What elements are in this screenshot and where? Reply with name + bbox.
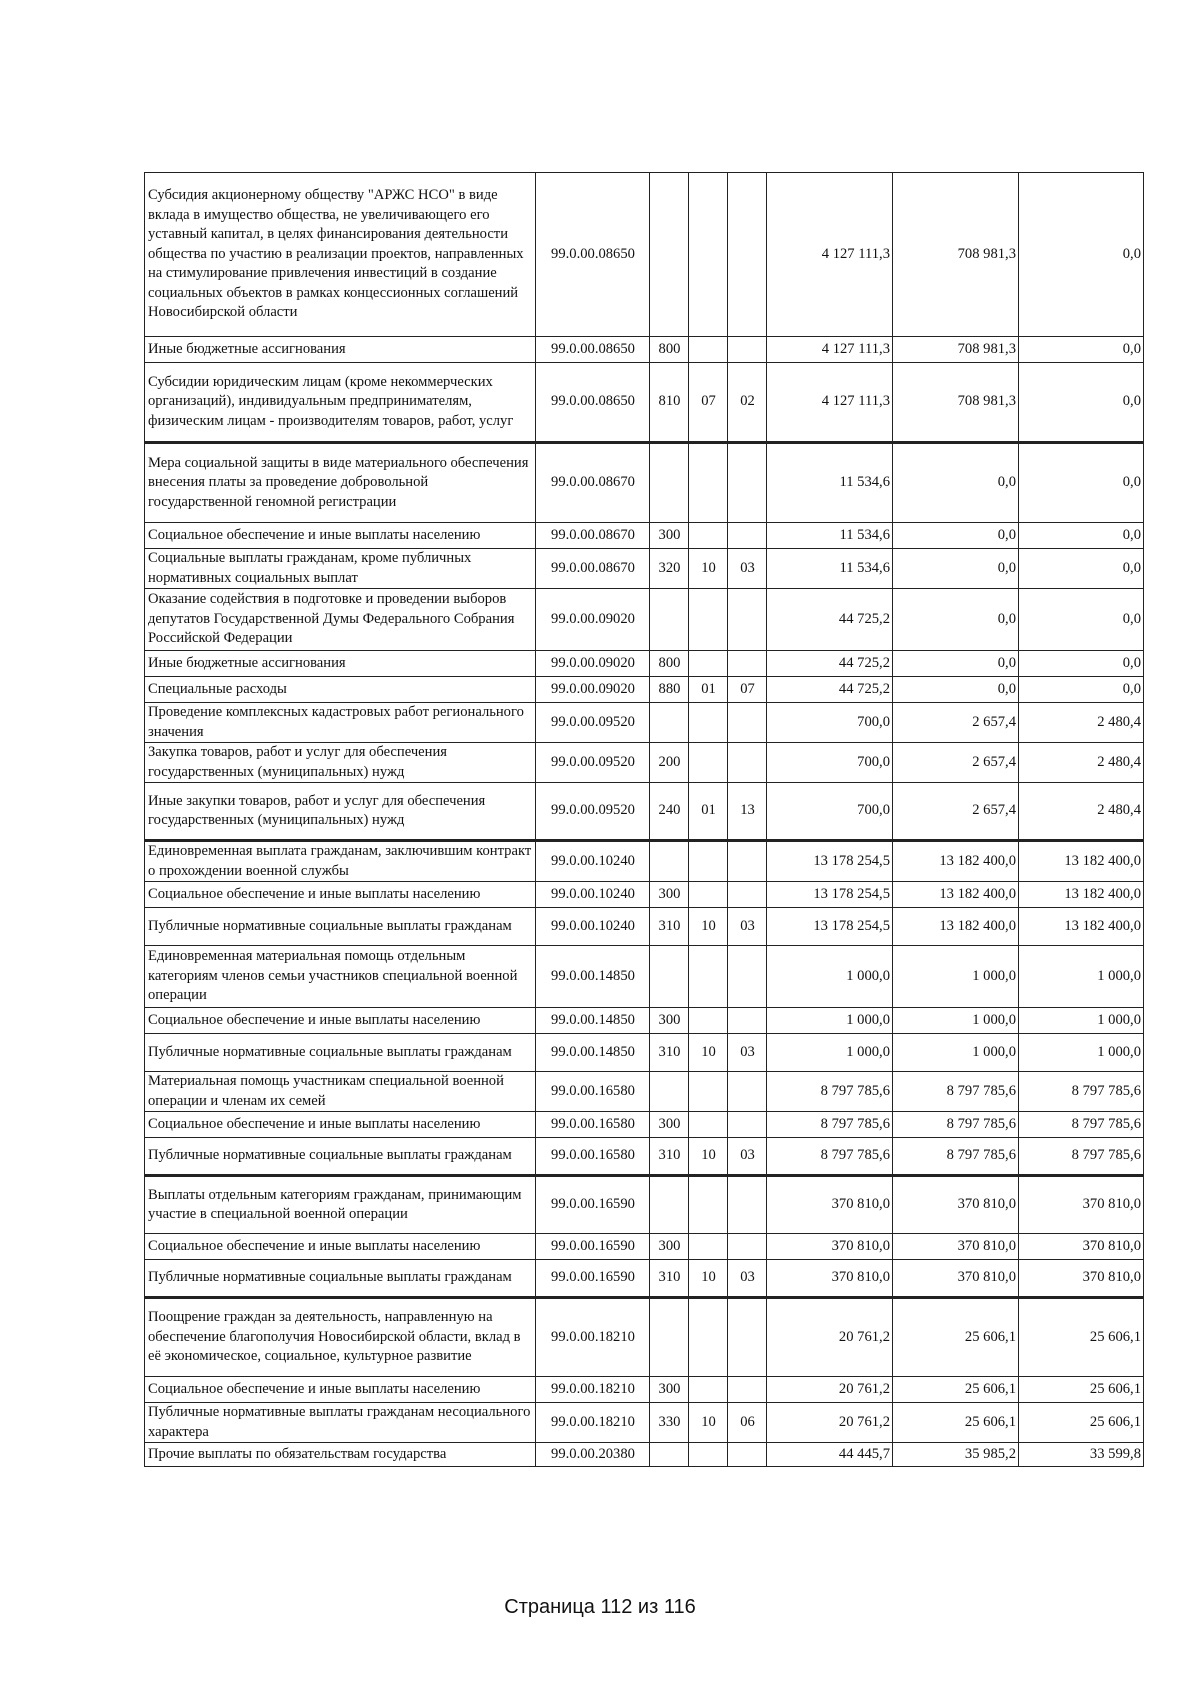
row-description: Публичные нормативные социальные выплаты гражданам: [145, 1138, 536, 1176]
amount-year-1: 11 534,6: [767, 523, 893, 549]
section-code: [689, 337, 728, 363]
table-row: [145, 1072, 1144, 1112]
subsection-code: [728, 1443, 767, 1467]
amount-year-2: 0,0: [893, 443, 1019, 523]
table-row: [145, 1443, 1144, 1467]
expense-type-code: 240: [650, 783, 689, 841]
subsection-code: [728, 1298, 767, 1377]
row-description: Публичные нормативные социальные выплаты гражданам: [145, 1034, 536, 1072]
amount-year-3: 13 182 400,0: [1019, 841, 1144, 882]
table-row: [145, 549, 1144, 589]
expense-type-code: 200: [650, 743, 689, 783]
amount-year-3: 370 810,0: [1019, 1234, 1144, 1260]
expense-type-code: [650, 1443, 689, 1467]
amount-year-3: 370 810,0: [1019, 1260, 1144, 1298]
section-code: 10: [689, 1138, 728, 1176]
amount-year-1: 370 810,0: [767, 1260, 893, 1298]
amount-year-2: 0,0: [893, 523, 1019, 549]
row-description: Оказание содействия в подготовке и проведении выборов депутатов Государственной Думы Федерального Собрания Российской Федерации: [145, 589, 536, 651]
amount-year-3: 0,0: [1019, 173, 1144, 337]
table-row: [145, 589, 1144, 651]
section-code: 10: [689, 1260, 728, 1298]
amount-year-1: 4 127 111,3: [767, 363, 893, 443]
target-article-code: 99.0.00.18210: [536, 1403, 650, 1443]
subsection-code: [728, 1112, 767, 1138]
section-code: 01: [689, 677, 728, 703]
amount-year-1: 44 725,2: [767, 677, 893, 703]
subsection-code: [728, 443, 767, 523]
row-description: Иные закупки товаров, работ и услуг для обеспечения государственных (муниципальных) нужд: [145, 783, 536, 841]
target-article-code: 99.0.00.18210: [536, 1298, 650, 1377]
target-article-code: 99.0.00.09020: [536, 677, 650, 703]
section-code: [689, 1234, 728, 1260]
amount-year-3: 8 797 785,6: [1019, 1138, 1144, 1176]
row-description: Социальное обеспечение и иные выплаты населению: [145, 1377, 536, 1403]
expense-type-code: [650, 173, 689, 337]
row-description: Публичные нормативные выплаты гражданам несоциального характера: [145, 1403, 536, 1443]
section-code: 10: [689, 1034, 728, 1072]
target-article-code: 99.0.00.09020: [536, 589, 650, 651]
subsection-code: [728, 1234, 767, 1260]
amount-year-2: 8 797 785,6: [893, 1072, 1019, 1112]
budget-table-body: [145, 173, 1144, 1467]
amount-year-1: 13 178 254,5: [767, 882, 893, 908]
target-article-code: 99.0.00.16590: [536, 1234, 650, 1260]
expense-type-code: 310: [650, 908, 689, 946]
row-description: Публичные нормативные социальные выплаты гражданам: [145, 908, 536, 946]
section-code: [689, 523, 728, 549]
amount-year-3: 2 480,4: [1019, 743, 1144, 783]
table-row: [145, 841, 1144, 882]
amount-year-3: 0,0: [1019, 589, 1144, 651]
target-article-code: 99.0.00.16590: [536, 1176, 650, 1234]
amount-year-1: 44 445,7: [767, 1443, 893, 1467]
amount-year-1: 4 127 111,3: [767, 337, 893, 363]
row-description: Субсидия акционерному обществу "АРЖС НСО" в виде вклада в имущество общества, не увеличивающего его уставный капитал, в целях финансирования деятельности общества по участию в реализации проектов, направленных на стимулирование привлечения инвестиций в создание социальных объектов в рамках концессионных соглашений Новосибирской области: [145, 173, 536, 337]
target-article-code: 99.0.00.20380: [536, 1443, 650, 1467]
table-row: [145, 651, 1144, 677]
subsection-code: [728, 651, 767, 677]
subsection-code: [728, 1072, 767, 1112]
subsection-code: [728, 882, 767, 908]
table-row: [145, 783, 1144, 841]
amount-year-3: 8 797 785,6: [1019, 1072, 1144, 1112]
expense-type-code: 800: [650, 337, 689, 363]
amount-year-3: 0,0: [1019, 651, 1144, 677]
table-row: [145, 1008, 1144, 1034]
row-description: Закупка товаров, работ и услуг для обеспечения государственных (муниципальных) нужд: [145, 743, 536, 783]
target-article-code: 99.0.00.14850: [536, 946, 650, 1008]
amount-year-1: 700,0: [767, 783, 893, 841]
amount-year-3: 25 606,1: [1019, 1403, 1144, 1443]
amount-year-1: 13 178 254,5: [767, 908, 893, 946]
expense-type-code: 800: [650, 651, 689, 677]
section-code: [689, 1443, 728, 1467]
section-code: [689, 1377, 728, 1403]
amount-year-2: 370 810,0: [893, 1176, 1019, 1234]
amount-year-2: 708 981,3: [893, 363, 1019, 443]
amount-year-3: 0,0: [1019, 523, 1144, 549]
subsection-code: [728, 337, 767, 363]
amount-year-1: 20 761,2: [767, 1377, 893, 1403]
amount-year-1: 370 810,0: [767, 1234, 893, 1260]
table-row: [145, 337, 1144, 363]
table-row: [145, 743, 1144, 783]
expense-type-code: [650, 589, 689, 651]
amount-year-2: 25 606,1: [893, 1298, 1019, 1377]
amount-year-3: 13 182 400,0: [1019, 882, 1144, 908]
section-code: [689, 443, 728, 523]
table-row: [145, 363, 1144, 443]
amount-year-1: 44 725,2: [767, 651, 893, 677]
expense-type-code: [650, 946, 689, 1008]
subsection-code: 03: [728, 1138, 767, 1176]
amount-year-2: 370 810,0: [893, 1234, 1019, 1260]
row-description: Специальные расходы: [145, 677, 536, 703]
table-row: [145, 908, 1144, 946]
target-article-code: 99.0.00.14850: [536, 1034, 650, 1072]
table-row: [145, 1112, 1144, 1138]
table-row: [145, 882, 1144, 908]
amount-year-2: 8 797 785,6: [893, 1138, 1019, 1176]
section-code: [689, 173, 728, 337]
amount-year-1: 8 797 785,6: [767, 1072, 893, 1112]
section-code: 10: [689, 549, 728, 589]
target-article-code: 99.0.00.10240: [536, 882, 650, 908]
table-row: [145, 703, 1144, 743]
amount-year-2: 13 182 400,0: [893, 908, 1019, 946]
amount-year-2: 13 182 400,0: [893, 841, 1019, 882]
amount-year-2: 25 606,1: [893, 1403, 1019, 1443]
target-article-code: 99.0.00.16580: [536, 1138, 650, 1176]
amount-year-3: 370 810,0: [1019, 1176, 1144, 1234]
row-description: Мера социальной защиты в виде материального обеспечения внесения платы за проведение добровольной государственной геномной регистрации: [145, 443, 536, 523]
amount-year-3: 25 606,1: [1019, 1377, 1144, 1403]
target-article-code: 99.0.00.09520: [536, 703, 650, 743]
budget-table: [144, 172, 1144, 1467]
table-row: [145, 1138, 1144, 1176]
row-description: Субсидии юридическим лицам (кроме некоммерческих организаций), индивидуальным предпринимателям, физическим лицам - производителям товаров, работ, услуг: [145, 363, 536, 443]
subsection-code: 02: [728, 363, 767, 443]
amount-year-3: 8 797 785,6: [1019, 1112, 1144, 1138]
section-code: 07: [689, 363, 728, 443]
section-code: [689, 1298, 728, 1377]
expense-type-code: 320: [650, 549, 689, 589]
amount-year-2: 1 000,0: [893, 1034, 1019, 1072]
amount-year-1: 1 000,0: [767, 1008, 893, 1034]
amount-year-2: 0,0: [893, 677, 1019, 703]
expense-type-code: 300: [650, 1234, 689, 1260]
target-article-code: 99.0.00.16590: [536, 1260, 650, 1298]
expense-type-code: 300: [650, 523, 689, 549]
section-code: [689, 743, 728, 783]
row-description: Проведение комплексных кадастровых работ регионального значения: [145, 703, 536, 743]
amount-year-2: 2 657,4: [893, 743, 1019, 783]
target-article-code: 99.0.00.08670: [536, 523, 650, 549]
expense-type-code: 310: [650, 1260, 689, 1298]
amount-year-1: 20 761,2: [767, 1403, 893, 1443]
target-article-code: 99.0.00.09520: [536, 783, 650, 841]
amount-year-2: 708 981,3: [893, 173, 1019, 337]
subsection-code: 03: [728, 1034, 767, 1072]
expense-type-code: 310: [650, 1034, 689, 1072]
amount-year-1: 4 127 111,3: [767, 173, 893, 337]
subsection-code: [728, 1377, 767, 1403]
target-article-code: 99.0.00.10240: [536, 908, 650, 946]
target-article-code: 99.0.00.14850: [536, 1008, 650, 1034]
target-article-code: 99.0.00.16580: [536, 1112, 650, 1138]
amount-year-1: 20 761,2: [767, 1298, 893, 1377]
amount-year-2: 0,0: [893, 651, 1019, 677]
expense-type-code: [650, 443, 689, 523]
amount-year-1: 700,0: [767, 743, 893, 783]
amount-year-1: 8 797 785,6: [767, 1138, 893, 1176]
subsection-code: [728, 841, 767, 882]
row-description: Выплаты отдельным категориям гражданам, принимающим участие в специальной военной операции: [145, 1176, 536, 1234]
amount-year-3: 2 480,4: [1019, 703, 1144, 743]
amount-year-2: 1 000,0: [893, 946, 1019, 1008]
row-description: Социальное обеспечение и иные выплаты населению: [145, 1008, 536, 1034]
amount-year-2: 0,0: [893, 549, 1019, 589]
expense-type-code: [650, 703, 689, 743]
subsection-code: 06: [728, 1403, 767, 1443]
table-row: [145, 946, 1144, 1008]
section-code: [689, 651, 728, 677]
target-article-code: 99.0.00.09020: [536, 651, 650, 677]
row-description: Социальное обеспечение и иные выплаты населению: [145, 1112, 536, 1138]
expense-type-code: 300: [650, 1008, 689, 1034]
subsection-code: [728, 523, 767, 549]
amount-year-2: 35 985,2: [893, 1443, 1019, 1467]
table-row: [145, 523, 1144, 549]
row-description: Социальное обеспечение и иные выплаты населению: [145, 523, 536, 549]
page-number: Страница 112 из 116: [504, 1596, 696, 1618]
amount-year-1: 13 178 254,5: [767, 841, 893, 882]
target-article-code: 99.0.00.10240: [536, 841, 650, 882]
table-row: [145, 1234, 1144, 1260]
row-description: Иные бюджетные ассигнования: [145, 337, 536, 363]
amount-year-2: 13 182 400,0: [893, 882, 1019, 908]
subsection-code: 03: [728, 908, 767, 946]
expense-type-code: 810: [650, 363, 689, 443]
amount-year-1: 44 725,2: [767, 589, 893, 651]
section-code: [689, 841, 728, 882]
section-code: [689, 1008, 728, 1034]
amount-year-2: 2 657,4: [893, 783, 1019, 841]
amount-year-3: 0,0: [1019, 443, 1144, 523]
amount-year-3: 33 599,8: [1019, 1443, 1144, 1467]
expense-type-code: 330: [650, 1403, 689, 1443]
subsection-code: [728, 946, 767, 1008]
expense-type-code: 300: [650, 1377, 689, 1403]
section-code: 01: [689, 783, 728, 841]
expense-type-code: [650, 1176, 689, 1234]
table-row: [145, 1260, 1144, 1298]
expense-type-code: 300: [650, 882, 689, 908]
table-row: [145, 677, 1144, 703]
subsection-code: 03: [728, 549, 767, 589]
row-description: Поощрение граждан за деятельность, направленную на обеспечение благополучия Новосибирской области, вклад в её экономическое, социальное, культурное развитие: [145, 1298, 536, 1377]
target-article-code: 99.0.00.16580: [536, 1072, 650, 1112]
row-description: Иные бюджетные ассигнования: [145, 651, 536, 677]
expense-type-code: 310: [650, 1138, 689, 1176]
amount-year-3: 0,0: [1019, 363, 1144, 443]
amount-year-3: 0,0: [1019, 549, 1144, 589]
expense-type-code: [650, 841, 689, 882]
subsection-code: 13: [728, 783, 767, 841]
subsection-code: [728, 1176, 767, 1234]
row-description: Социальное обеспечение и иные выплаты населению: [145, 1234, 536, 1260]
expense-type-code: 300: [650, 1112, 689, 1138]
section-code: [689, 703, 728, 743]
row-description: Социальные выплаты гражданам, кроме публичных нормативных социальных выплат: [145, 549, 536, 589]
row-description: Материальная помощь участникам специальной военной операции и членам их семей: [145, 1072, 536, 1112]
section-code: [689, 1176, 728, 1234]
amount-year-1: 700,0: [767, 703, 893, 743]
table-row: [145, 173, 1144, 337]
target-article-code: 99.0.00.08650: [536, 337, 650, 363]
section-code: 10: [689, 1403, 728, 1443]
subsection-code: 07: [728, 677, 767, 703]
expense-type-code: [650, 1072, 689, 1112]
target-article-code: 99.0.00.18210: [536, 1377, 650, 1403]
amount-year-1: 11 534,6: [767, 443, 893, 523]
amount-year-2: 708 981,3: [893, 337, 1019, 363]
amount-year-2: 0,0: [893, 589, 1019, 651]
subsection-code: [728, 589, 767, 651]
amount-year-3: 25 606,1: [1019, 1298, 1144, 1377]
amount-year-3: 0,0: [1019, 337, 1144, 363]
amount-year-1: 11 534,6: [767, 549, 893, 589]
table-row: [145, 1298, 1144, 1377]
amount-year-3: 1 000,0: [1019, 946, 1144, 1008]
subsection-code: [728, 1008, 767, 1034]
expense-type-code: [650, 1298, 689, 1377]
amount-year-1: 370 810,0: [767, 1176, 893, 1234]
amount-year-2: 8 797 785,6: [893, 1112, 1019, 1138]
table-row: [145, 1403, 1144, 1443]
row-description: Публичные нормативные социальные выплаты гражданам: [145, 1260, 536, 1298]
amount-year-3: 2 480,4: [1019, 783, 1144, 841]
amount-year-1: 1 000,0: [767, 946, 893, 1008]
table-row: [145, 1377, 1144, 1403]
amount-year-2: 25 606,1: [893, 1377, 1019, 1403]
amount-year-2: 2 657,4: [893, 703, 1019, 743]
target-article-code: 99.0.00.08650: [536, 173, 650, 337]
subsection-code: 03: [728, 1260, 767, 1298]
amount-year-2: 1 000,0: [893, 1008, 1019, 1034]
row-description: Единовременная материальная помощь отдельным категориям членов семьи участников специальной военной операции: [145, 946, 536, 1008]
target-article-code: 99.0.00.08650: [536, 363, 650, 443]
expense-type-code: 880: [650, 677, 689, 703]
target-article-code: 99.0.00.08670: [536, 443, 650, 523]
section-code: 10: [689, 908, 728, 946]
row-description: Социальное обеспечение и иные выплаты населению: [145, 882, 536, 908]
amount-year-1: 1 000,0: [767, 1034, 893, 1072]
row-description: Единовременная выплата гражданам, заключившим контракт о прохождении военной службы: [145, 841, 536, 882]
amount-year-2: 370 810,0: [893, 1260, 1019, 1298]
table-row: [145, 443, 1144, 523]
section-code: [689, 946, 728, 1008]
amount-year-3: 1 000,0: [1019, 1034, 1144, 1072]
target-article-code: 99.0.00.08670: [536, 549, 650, 589]
amount-year-1: 8 797 785,6: [767, 1112, 893, 1138]
section-code: [689, 1072, 728, 1112]
target-article-code: 99.0.00.09520: [536, 743, 650, 783]
subsection-code: [728, 173, 767, 337]
amount-year-3: 1 000,0: [1019, 1008, 1144, 1034]
amount-year-3: 13 182 400,0: [1019, 908, 1144, 946]
table-row: [145, 1176, 1144, 1234]
table-row: [145, 1034, 1144, 1072]
amount-year-3: 0,0: [1019, 677, 1144, 703]
subsection-code: [728, 743, 767, 783]
subsection-code: [728, 703, 767, 743]
section-code: [689, 882, 728, 908]
row-description: Прочие выплаты по обязательствам государства: [145, 1443, 536, 1467]
section-code: [689, 589, 728, 651]
section-code: [689, 1112, 728, 1138]
